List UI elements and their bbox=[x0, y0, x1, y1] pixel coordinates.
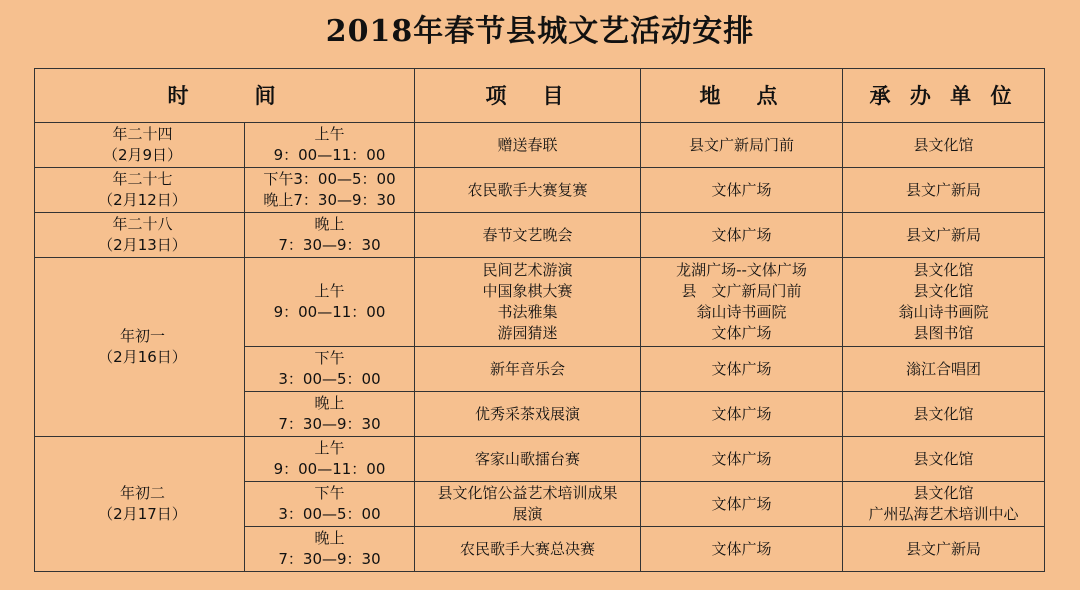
project-text: 书法雅集 bbox=[497, 303, 558, 321]
organizer-cell bbox=[843, 213, 1045, 258]
organizer-text: 县文广新局 bbox=[905, 180, 981, 199]
table-row bbox=[35, 213, 1045, 258]
organizer-text: 县文化馆 bbox=[913, 484, 974, 502]
date-text: 年二十八 bbox=[112, 215, 173, 233]
time-text: 晚上 bbox=[314, 215, 345, 233]
place-text: 文体广场 bbox=[711, 359, 772, 378]
time-text: 上午 bbox=[314, 282, 345, 300]
time-cell bbox=[245, 527, 415, 572]
place-text: 文体广场 bbox=[711, 449, 772, 468]
date-text: （2月12日） bbox=[98, 191, 187, 209]
organizer-cell bbox=[843, 392, 1045, 437]
organizer-text: 县文化馆 bbox=[913, 449, 974, 468]
organizer-cell bbox=[843, 482, 1045, 527]
place-text: 文体广场 bbox=[711, 539, 772, 558]
time-text: 7：30—9：30 bbox=[278, 550, 381, 568]
organizer-text: 县图书馆 bbox=[913, 324, 974, 342]
date-text: （2月16日） bbox=[98, 348, 187, 366]
project-text: 优秀采茶戏展演 bbox=[474, 404, 580, 423]
date-text: 年初一 bbox=[119, 327, 165, 345]
project-text: 展演 bbox=[512, 505, 543, 523]
header-time-char2: 间 bbox=[254, 83, 282, 108]
date-text: 年初二 bbox=[119, 484, 165, 502]
organizer-text: 县文化馆 bbox=[913, 282, 974, 300]
time-text: 7：30—9：30 bbox=[278, 415, 381, 433]
time-cell bbox=[245, 392, 415, 437]
date-text: （2月13日） bbox=[98, 236, 187, 254]
place-text: 文体广场 bbox=[711, 494, 772, 513]
place-cell bbox=[641, 347, 843, 392]
project-text: 新年音乐会 bbox=[489, 359, 565, 378]
place-cell bbox=[641, 527, 843, 572]
project-cell bbox=[415, 168, 641, 213]
place-text: 县 文广新局门前 bbox=[681, 282, 802, 300]
project-text: 游园猜迷 bbox=[497, 324, 558, 342]
organizer-cell bbox=[843, 168, 1045, 213]
project-cell bbox=[415, 392, 641, 437]
header-time bbox=[35, 69, 415, 123]
organizer-text: 广州弘海艺术培训中心 bbox=[868, 505, 1019, 523]
place-cell bbox=[641, 482, 843, 527]
time-text: 上午 bbox=[314, 439, 345, 457]
header-project-char1: 项 bbox=[485, 83, 513, 108]
table-row bbox=[35, 168, 1045, 213]
time-cell bbox=[245, 347, 415, 392]
table-row bbox=[35, 258, 1045, 347]
place-text: 翁山诗书画院 bbox=[696, 303, 787, 321]
date-text: （2月9日） bbox=[102, 146, 183, 164]
place-cell bbox=[641, 213, 843, 258]
page-title: 2018年春节县城文艺活动安排 bbox=[325, 14, 755, 49]
project-text: 春节文艺晚会 bbox=[482, 225, 573, 244]
time-text: 晚上7：30—9：30 bbox=[263, 191, 396, 209]
header-place bbox=[641, 69, 843, 123]
time-cell bbox=[245, 258, 415, 347]
organizer-cell bbox=[843, 123, 1045, 168]
date-cell bbox=[35, 213, 245, 258]
table-row bbox=[35, 437, 1045, 482]
place-text: 县文广新局门前 bbox=[688, 135, 794, 154]
organizer-cell bbox=[843, 258, 1045, 347]
date-text: 年二十七 bbox=[112, 170, 173, 188]
time-text: 晚上 bbox=[314, 529, 345, 547]
organizer-cell bbox=[843, 527, 1045, 572]
place-text: 文体广场 bbox=[711, 324, 772, 342]
time-text: 下午 bbox=[314, 349, 345, 367]
project-text: 农民歌手大赛复赛 bbox=[467, 180, 588, 199]
project-text: 民间艺术游演 bbox=[482, 261, 573, 279]
time-text: 9：00—11：00 bbox=[273, 460, 386, 478]
organizer-text: 县文广新局 bbox=[905, 225, 981, 244]
time-cell bbox=[245, 123, 415, 168]
time-text: 下午3：00—5：00 bbox=[263, 170, 396, 188]
header-project-char2: 目 bbox=[542, 83, 570, 108]
header-place-char1: 地 bbox=[699, 83, 727, 108]
organizer-text: 滃江合唱团 bbox=[905, 359, 981, 378]
project-cell bbox=[415, 482, 641, 527]
project-text: 赠送春联 bbox=[497, 135, 558, 154]
project-cell bbox=[415, 437, 641, 482]
organizer-text: 县文化馆 bbox=[913, 261, 974, 279]
place-text: 文体广场 bbox=[711, 404, 772, 423]
date-cell bbox=[35, 123, 245, 168]
time-text: 晚上 bbox=[314, 394, 345, 412]
place-cell bbox=[641, 437, 843, 482]
time-cell bbox=[245, 482, 415, 527]
project-cell bbox=[415, 258, 641, 347]
schedule-table bbox=[34, 68, 1045, 572]
date-cell bbox=[35, 258, 245, 437]
project-text: 客家山歌擂台赛 bbox=[474, 449, 580, 468]
organizer-text: 县文广新局 bbox=[905, 539, 981, 558]
header-place-char2: 点 bbox=[756, 83, 784, 108]
organizer-text: 县文化馆 bbox=[913, 404, 974, 423]
organizer-text: 翁山诗书画院 bbox=[898, 303, 989, 321]
date-text: （2月17日） bbox=[98, 505, 187, 523]
time-cell bbox=[245, 168, 415, 213]
place-cell bbox=[641, 168, 843, 213]
place-cell bbox=[641, 392, 843, 437]
header-organizer: 承 办 单 位 bbox=[843, 69, 1045, 123]
header-project bbox=[415, 69, 641, 123]
place-text: 文体广场 bbox=[711, 180, 772, 199]
time-cell bbox=[245, 213, 415, 258]
date-text: 年二十四 bbox=[112, 125, 173, 143]
time-cell bbox=[245, 437, 415, 482]
time-text: 7：30—9：30 bbox=[278, 236, 381, 254]
project-cell bbox=[415, 213, 641, 258]
time-text: 9：00—11：00 bbox=[273, 146, 386, 164]
project-cell bbox=[415, 347, 641, 392]
project-cell bbox=[415, 527, 641, 572]
place-cell bbox=[641, 258, 843, 347]
project-text: 县文化馆公益艺术培训成果 bbox=[437, 484, 618, 502]
time-text: 3：00—5：00 bbox=[278, 370, 381, 388]
table-header-row bbox=[35, 69, 1045, 123]
place-text: 龙湖广场--文体广场 bbox=[676, 261, 807, 279]
organizer-cell bbox=[843, 437, 1045, 482]
table-row bbox=[35, 123, 1045, 168]
time-text: 3：00—5：00 bbox=[278, 505, 381, 523]
place-text: 文体广场 bbox=[711, 225, 772, 244]
organizer-text: 县文化馆 bbox=[913, 135, 974, 154]
header-time-char1: 时 bbox=[167, 83, 195, 108]
time-text: 上午 bbox=[314, 125, 345, 143]
project-cell bbox=[415, 123, 641, 168]
organizer-cell bbox=[843, 347, 1045, 392]
date-cell bbox=[35, 437, 245, 572]
time-text: 下午 bbox=[314, 484, 345, 502]
date-cell bbox=[35, 168, 245, 213]
place-cell bbox=[641, 123, 843, 168]
project-text: 中国象棋大赛 bbox=[482, 282, 573, 300]
project-text: 农民歌手大赛总决赛 bbox=[459, 539, 595, 558]
time-text: 9：00—11：00 bbox=[273, 303, 386, 321]
